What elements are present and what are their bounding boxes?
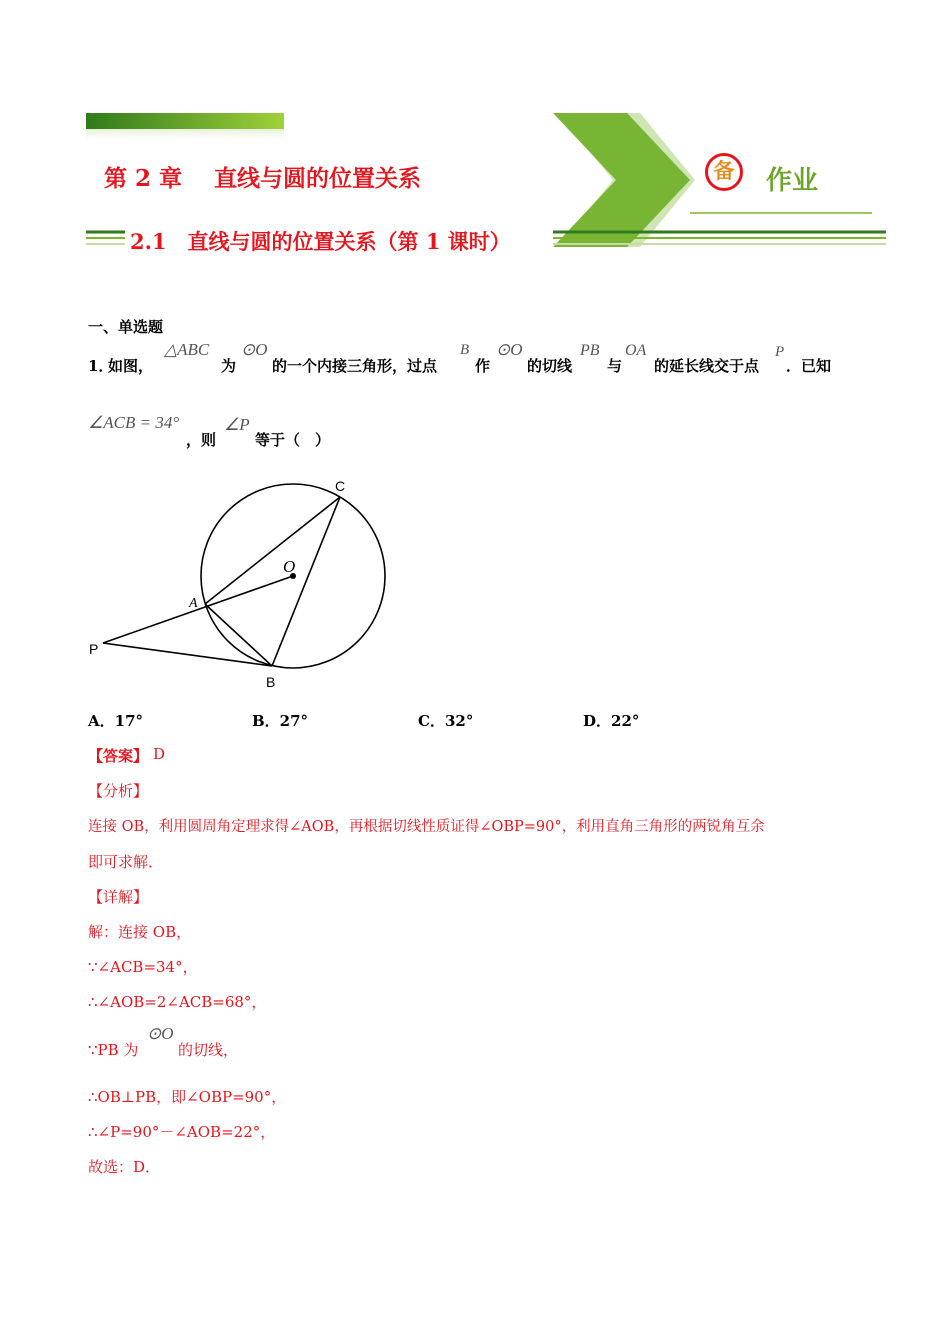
step-4-math-circle-o: ⊙O bbox=[147, 1024, 174, 1043]
detail-tag: 【详解】 bbox=[88, 888, 149, 906]
math-angle-p: ∠P bbox=[224, 415, 250, 434]
question-number: 1． bbox=[88, 357, 114, 375]
label-a: A bbox=[189, 596, 198, 611]
question-text-1: 为 bbox=[221, 357, 237, 375]
math-point-p: P bbox=[775, 344, 785, 360]
question-text-6: 的延长线交于点 bbox=[654, 357, 760, 375]
math-point-b: B bbox=[460, 342, 470, 358]
question-text-4: 的切线 bbox=[527, 357, 573, 375]
math-angle-acb: ∠ACB = 34° bbox=[88, 413, 180, 432]
label-c: C bbox=[335, 478, 346, 494]
math-circle-o-2: ⊙O bbox=[496, 340, 523, 359]
answer-value: D bbox=[153, 745, 166, 763]
option-a[interactable]: A．17° bbox=[88, 712, 144, 730]
question-text-7: ．已知 bbox=[786, 357, 832, 375]
step-4-start: ∵PB 为 bbox=[88, 1041, 139, 1059]
math-triangle-abc: △ABC bbox=[164, 340, 210, 359]
math-oa: OA bbox=[625, 342, 647, 359]
analysis-tag: 【分析】 bbox=[88, 782, 149, 800]
question-line2-then: ，则 bbox=[186, 431, 217, 449]
math-pb: PB bbox=[580, 342, 600, 359]
analysis-line-2: 即可求解． bbox=[88, 853, 164, 871]
answer-tag: 【答案】 bbox=[88, 747, 149, 765]
question-text-5: 与 bbox=[607, 357, 623, 375]
chapter-title: 直线与圆的位置关系 bbox=[214, 165, 421, 192]
label-b: B bbox=[266, 674, 276, 690]
question-text-0: 如图， bbox=[108, 357, 154, 375]
step-3: ∴∠AOB=2∠ACB=68°， bbox=[88, 993, 267, 1011]
chapter-number: 第 2 章 bbox=[104, 165, 183, 192]
step-2: ∵∠ACB=34°， bbox=[88, 958, 198, 976]
section-heading: 一、单选题 bbox=[88, 318, 164, 336]
step-1: 解：连接 OB， bbox=[88, 923, 192, 941]
option-c[interactable]: C．32° bbox=[418, 712, 474, 730]
step-7: 故选：D． bbox=[88, 1158, 161, 1176]
question-text-2: 的一个内接三角形，过点 bbox=[272, 357, 438, 375]
step-4-end: 的切线， bbox=[178, 1041, 239, 1059]
question-text-3: 作 bbox=[475, 357, 491, 375]
analysis-line-1: 连接 OB，利用圆周角定理求得∠AOB，再根据切线性质证得∠OBP=90°，利用直角三角形的两锐角互余 bbox=[88, 819, 765, 835]
segment-bc bbox=[272, 497, 340, 666]
segment-pb bbox=[103, 643, 272, 666]
option-d[interactable]: D．22° bbox=[583, 712, 640, 730]
badge-label: 作业 bbox=[766, 166, 819, 196]
math-circle-o-1: ⊙O bbox=[241, 340, 268, 359]
segment-pa-ao bbox=[103, 576, 293, 643]
badge-char: 备 bbox=[713, 158, 735, 183]
section-title: 2.1 直线与圆的位置关系（第 1 课时） bbox=[130, 229, 511, 254]
step-5: ∴OB⊥PB，即∠OBP=90°， bbox=[88, 1088, 287, 1106]
segment-ab bbox=[205, 604, 272, 666]
label-o: O bbox=[283, 557, 296, 576]
step-6: ∴∠P=90°－∠AOB=22°， bbox=[88, 1123, 276, 1141]
option-b[interactable]: B．27° bbox=[252, 712, 309, 730]
question-line2-end: 等于（ ） bbox=[255, 431, 331, 449]
label-p: P bbox=[89, 641, 99, 657]
